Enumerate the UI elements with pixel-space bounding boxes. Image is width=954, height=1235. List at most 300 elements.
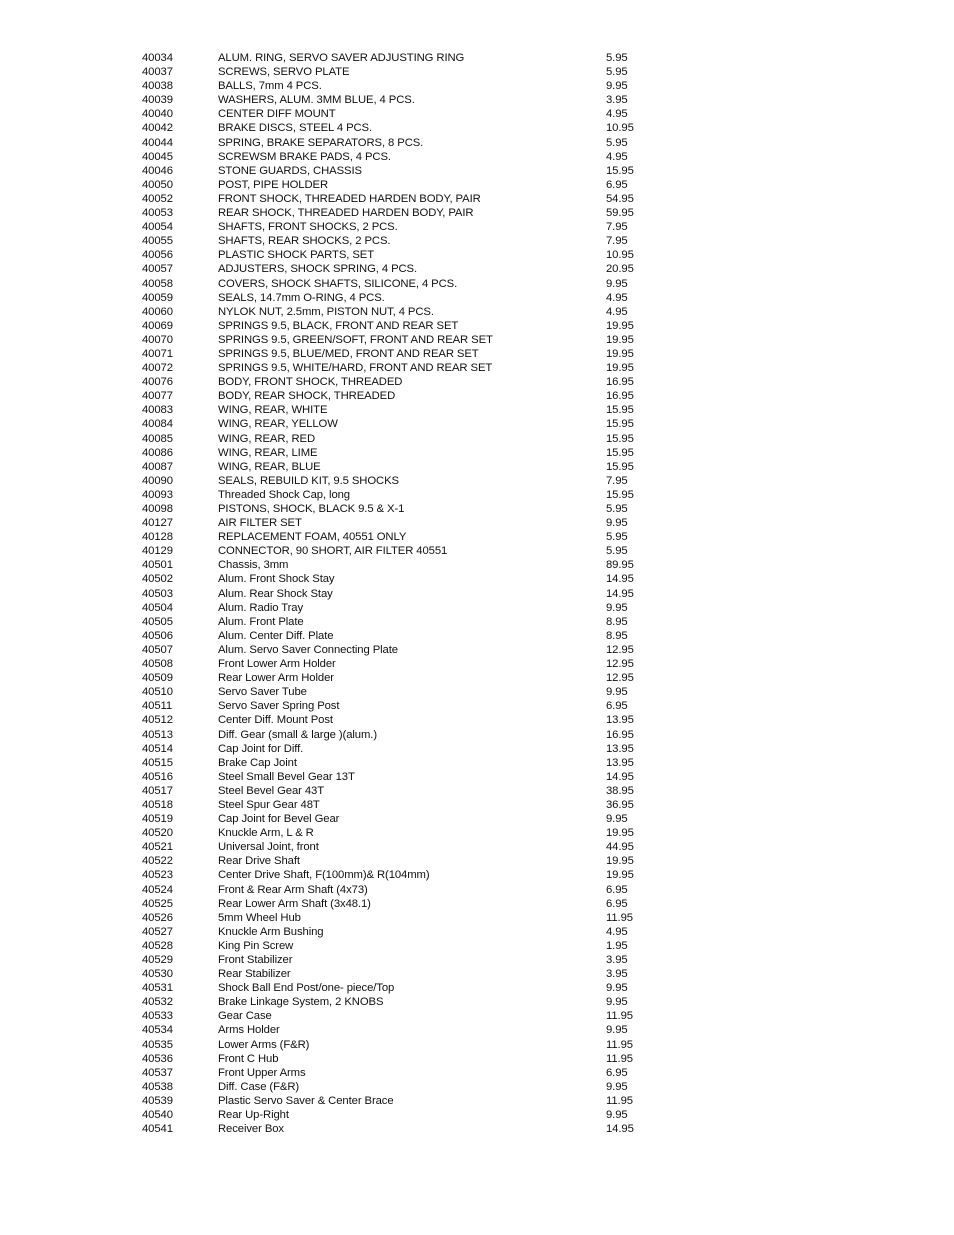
part-description: King Pin Screw	[218, 939, 294, 952]
part-price: 15.95	[606, 404, 634, 417]
part-description: Chassis, 3mm	[218, 559, 289, 572]
part-price: 44.95	[606, 841, 634, 854]
list-item	[142, 685, 662, 699]
list-item	[142, 1080, 662, 1094]
part-number: 40524	[142, 883, 173, 896]
part-price: 54.95	[606, 192, 634, 205]
part-description: BODY, FRONT SHOCK, THREADED	[218, 376, 403, 389]
part-number: 40512	[142, 714, 173, 727]
list-item	[142, 1038, 662, 1052]
part-price: 4.95	[606, 150, 628, 163]
part-description: Rear Stabilizer	[218, 968, 291, 981]
part-price: 6.95	[606, 700, 628, 713]
list-item	[142, 178, 662, 192]
list-item	[142, 121, 662, 135]
part-price: 15.95	[606, 432, 634, 445]
part-price: 13.95	[606, 714, 634, 727]
part-price: 3.95	[606, 954, 628, 966]
part-number: 40071	[142, 347, 173, 360]
part-number: 40052	[142, 192, 173, 205]
part-price: 4.95	[606, 291, 628, 304]
part-description: Diff. Gear (small & large )(alum.)	[218, 728, 377, 741]
part-description: Front Stabilizer	[218, 954, 293, 966]
part-number: 40510	[142, 686, 173, 699]
list-item	[142, 305, 662, 319]
part-price: 9.95	[606, 1080, 628, 1093]
part-number: 40083	[142, 404, 173, 417]
part-price: 6.95	[606, 897, 628, 910]
list-item	[142, 375, 662, 389]
part-number: 40040	[142, 108, 173, 121]
part-description: Universal Joint, front	[218, 841, 319, 854]
parts-price-list	[142, 51, 662, 1136]
list-item	[142, 164, 662, 178]
part-price: 15.95	[606, 460, 634, 473]
part-price: 19.95	[606, 319, 634, 332]
list-item	[142, 854, 662, 868]
part-price: 59.95	[606, 207, 634, 220]
list-item	[142, 798, 662, 812]
part-number: 40513	[142, 728, 173, 741]
part-description: Threaded Shock Cap, long	[218, 488, 350, 501]
list-item	[142, 291, 662, 305]
part-number: 40069	[142, 319, 173, 332]
part-description: FRONT SHOCK, THREADED HARDEN BODY, PAIR	[218, 192, 481, 205]
part-number: 40541	[142, 1123, 173, 1136]
part-number: 40056	[142, 249, 173, 262]
part-description: 5mm Wheel Hub	[218, 911, 301, 924]
part-number: 40532	[142, 996, 173, 1009]
part-description: POST, PIPE HOLDER	[218, 178, 329, 191]
part-price: 6.95	[606, 178, 628, 191]
part-number: 40508	[142, 658, 173, 671]
list-item	[142, 925, 662, 939]
part-number: 40072	[142, 362, 173, 375]
part-description: Plastic Servo Saver & Center Brace	[218, 1094, 394, 1107]
part-price: 15.95	[606, 418, 634, 431]
part-number: 40127	[142, 517, 173, 530]
part-description: STONE GUARDS, CHASSIS	[218, 164, 362, 177]
part-price: 38.95	[606, 784, 634, 797]
part-price: 5.95	[606, 545, 628, 558]
part-price: 10.95	[606, 122, 634, 135]
part-description: Rear Up-Right	[218, 1109, 289, 1122]
part-description: Alum. Radio Tray	[218, 601, 304, 614]
list-item	[142, 826, 662, 840]
part-price: 5.95	[606, 531, 628, 544]
part-description: Servo Saver Spring Post	[218, 700, 340, 713]
part-number: 40511	[142, 700, 173, 713]
list-item	[142, 1052, 662, 1066]
part-price: 9.95	[606, 1109, 628, 1122]
list-item	[142, 713, 662, 727]
list-item	[142, 516, 662, 530]
part-number: 40528	[142, 939, 173, 952]
part-description: SPRINGS 9.5, WHITE/HARD, FRONT AND REAR SET	[218, 362, 493, 375]
part-number: 40054	[142, 221, 173, 234]
list-item	[142, 939, 662, 953]
list-item	[142, 1009, 662, 1023]
part-price: 20.95	[606, 263, 634, 276]
part-description: SEALS, 14.7mm O-RING, 4 PCS.	[218, 291, 385, 304]
part-number: 40506	[142, 629, 173, 642]
part-price: 7.95	[606, 221, 628, 234]
part-number: 40058	[142, 277, 173, 290]
part-description: Front C Hub	[218, 1052, 279, 1065]
part-number: 40045	[142, 150, 173, 163]
part-description: Rear Lower Arm Holder	[218, 672, 334, 685]
part-number: 40509	[142, 672, 173, 685]
part-description: Gear Case	[218, 1010, 272, 1023]
part-price: 3.95	[606, 94, 628, 107]
list-item	[142, 51, 662, 65]
part-price: 11.95	[606, 1038, 633, 1051]
part-number: 40531	[142, 982, 173, 995]
part-number: 40522	[142, 855, 173, 868]
part-price: 8.95	[606, 629, 628, 642]
part-price: 4.95	[606, 925, 628, 938]
list-item	[142, 65, 662, 79]
part-number: 40515	[142, 756, 173, 769]
part-number: 40520	[142, 827, 173, 840]
part-price: 5.95	[606, 503, 628, 515]
list-item	[142, 699, 662, 713]
part-price: 19.95	[606, 347, 634, 360]
part-price: 1.95	[606, 939, 628, 952]
part-description: Cap Joint for Bevel Gear	[218, 813, 340, 826]
part-price: 15.95	[606, 488, 634, 501]
part-description: PISTONS, SHOCK, BLACK 9.5 & X-1	[218, 503, 405, 515]
part-price: 19.95	[606, 827, 634, 840]
part-price: 11.95	[606, 911, 633, 924]
part-number: 40059	[142, 291, 173, 304]
part-price: 15.95	[606, 164, 634, 177]
part-price: 14.95	[606, 770, 634, 783]
part-description: Knuckle Arm, L & R	[218, 827, 314, 840]
list-item	[142, 502, 662, 516]
list-item	[142, 488, 662, 502]
part-price: 3.95	[606, 968, 628, 981]
part-price: 11.95	[606, 1094, 633, 1107]
part-description: SCREWS, SERVO PLATE	[218, 66, 350, 79]
list-item	[142, 967, 662, 981]
list-item	[142, 615, 662, 629]
part-description: Cap Joint for Diff.	[218, 742, 304, 755]
part-number: 40533	[142, 1010, 173, 1023]
part-description: Alum. Servo Saver Connecting Plate	[218, 643, 398, 656]
part-number: 40535	[142, 1038, 173, 1051]
part-price: 16.95	[606, 376, 634, 389]
part-price: 11.95	[606, 1010, 633, 1023]
part-price: 16.95	[606, 728, 634, 741]
part-number: 40057	[142, 263, 173, 276]
part-number: 40538	[142, 1080, 173, 1093]
part-description: CENTER DIFF MOUNT	[218, 108, 336, 121]
part-description: Arms Holder	[218, 1024, 280, 1037]
part-number: 40504	[142, 601, 173, 614]
part-description: WING, REAR, YELLOW	[218, 418, 338, 431]
part-price: 5.95	[606, 66, 628, 79]
part-number: 40540	[142, 1109, 173, 1122]
part-number: 40527	[142, 925, 173, 938]
part-description: BALLS, 7mm 4 PCS.	[218, 80, 322, 93]
part-description: WING, REAR, LIME	[218, 446, 318, 459]
part-description: Alum. Front Plate	[218, 615, 304, 628]
part-description: PLASTIC SHOCK PARTS, SET	[218, 249, 375, 262]
list-item	[142, 657, 662, 671]
part-number: 40517	[142, 784, 173, 797]
part-price: 7.95	[606, 474, 628, 487]
list-item	[142, 1094, 662, 1108]
part-price: 19.95	[606, 855, 634, 868]
part-description: Brake Cap Joint	[218, 756, 297, 769]
part-description: Lower Arms (F&R)	[218, 1038, 310, 1051]
part-price: 89.95	[606, 559, 634, 572]
list-item	[142, 333, 662, 347]
part-description: SEALS, REBUILD KIT, 9.5 SHOCKS	[218, 474, 399, 487]
part-description: Alum. Center Diff. Plate	[218, 629, 334, 642]
part-number: 40526	[142, 911, 173, 924]
part-description: Alum. Front Shock Stay	[218, 573, 335, 586]
part-number: 40077	[142, 390, 173, 403]
list-item	[142, 643, 662, 657]
list-item	[142, 432, 662, 446]
part-number: 40521	[142, 841, 173, 854]
part-price: 12.95	[606, 643, 634, 656]
part-number: 40523	[142, 869, 173, 882]
list-item	[142, 79, 662, 93]
part-price: 11.95	[606, 1052, 633, 1065]
part-description: Rear Drive Shaft	[218, 855, 300, 868]
list-item	[142, 587, 662, 601]
part-number: 40070	[142, 333, 173, 346]
list-item	[142, 319, 662, 333]
part-price: 9.95	[606, 517, 628, 530]
part-number: 40525	[142, 897, 173, 910]
list-item	[142, 911, 662, 925]
list-item	[142, 953, 662, 967]
part-description: SPRINGS 9.5, GREEN/SOFT, FRONT AND REAR SET	[218, 333, 493, 346]
list-item	[142, 601, 662, 615]
list-item	[142, 1023, 662, 1037]
part-number: 40093	[142, 488, 173, 501]
list-item	[142, 544, 662, 558]
list-item	[142, 558, 662, 572]
part-price: 9.95	[606, 80, 628, 93]
part-description: Center Drive Shaft, F(100mm)& R(104mm)	[218, 869, 430, 882]
part-price: 5.95	[606, 52, 628, 64]
part-number: 40503	[142, 587, 173, 600]
part-number: 40502	[142, 573, 173, 586]
list-item	[142, 474, 662, 488]
part-price: 14.95	[606, 1123, 634, 1136]
part-description: Steel Spur Gear 48T	[218, 798, 320, 811]
part-price: 12.95	[606, 672, 634, 685]
part-price: 9.95	[606, 982, 628, 995]
part-description: SCREWSM BRAKE PADS, 4 PCS.	[218, 150, 391, 163]
part-number: 40076	[142, 376, 173, 389]
part-description: SHAFTS, REAR SHOCKS, 2 PCS.	[218, 235, 391, 248]
part-description: COVERS, SHOCK SHAFTS, SILICONE, 4 PCS.	[218, 277, 458, 290]
part-description: Front Upper Arms	[218, 1066, 306, 1079]
list-item	[142, 868, 662, 882]
list-item	[142, 403, 662, 417]
list-item	[142, 93, 662, 107]
part-price: 14.95	[606, 573, 634, 586]
part-price: 9.95	[606, 996, 628, 1009]
part-description: Receiver Box	[218, 1123, 284, 1136]
part-description: Knuckle Arm Bushing	[218, 925, 324, 938]
part-number: 40087	[142, 460, 173, 473]
part-description: WING, REAR, WHITE	[218, 404, 328, 417]
list-item	[142, 460, 662, 474]
part-number: 40086	[142, 446, 173, 459]
list-item	[142, 1066, 662, 1080]
part-description: Center Diff. Mount Post	[218, 714, 333, 727]
list-item	[142, 883, 662, 897]
part-number: 40129	[142, 545, 173, 558]
part-description: SPRINGS 9.5, BLUE/MED, FRONT AND REAR SET	[218, 347, 479, 360]
part-description: Rear Lower Arm Shaft (3x48.1)	[218, 897, 371, 910]
list-item	[142, 812, 662, 826]
list-item	[142, 150, 662, 164]
part-description: SPRING, BRAKE SEPARATORS, 8 PCS.	[218, 136, 424, 149]
list-item	[142, 981, 662, 995]
part-number: 40537	[142, 1066, 173, 1079]
part-description: SHAFTS, FRONT SHOCKS, 2 PCS.	[218, 221, 398, 234]
part-price: 5.95	[606, 136, 628, 149]
part-number: 40098	[142, 503, 173, 515]
list-item	[142, 742, 662, 756]
part-description: Steel Small Bevel Gear 13T	[218, 770, 355, 783]
part-description: REPLACEMENT FOAM, 40551 ONLY	[218, 531, 407, 544]
part-price: 9.95	[606, 277, 628, 290]
part-price: 16.95	[606, 390, 634, 403]
part-number: 40034	[142, 52, 173, 64]
part-price: 36.95	[606, 798, 634, 811]
list-item	[142, 262, 662, 276]
part-description: Alum. Rear Shock Stay	[218, 587, 333, 600]
list-item	[142, 446, 662, 460]
part-price: 4.95	[606, 305, 628, 318]
list-item	[142, 277, 662, 291]
part-number: 40050	[142, 178, 173, 191]
part-number: 40044	[142, 136, 173, 149]
part-number: 40516	[142, 770, 173, 783]
part-price: 9.95	[606, 686, 628, 699]
list-item	[142, 756, 662, 770]
list-item	[142, 995, 662, 1009]
part-description: ALUM. RING, SERVO SAVER ADJUSTING RING	[218, 52, 465, 64]
list-item	[142, 530, 662, 544]
part-number: 40037	[142, 66, 173, 79]
part-description: CONNECTOR, 90 SHORT, AIR FILTER 40551	[218, 545, 448, 558]
part-description: ADJUSTERS, SHOCK SPRING, 4 PCS.	[218, 263, 418, 276]
part-number: 40539	[142, 1094, 173, 1107]
part-description: Shock Ball End Post/one- piece/Top	[218, 982, 395, 995]
part-description: WASHERS, ALUM. 3MM BLUE, 4 PCS.	[218, 94, 415, 107]
part-price: 6.95	[606, 883, 628, 896]
part-price: 9.95	[606, 813, 628, 826]
part-number: 40046	[142, 164, 173, 177]
part-description: SPRINGS 9.5, BLACK, FRONT AND REAR SET	[218, 319, 459, 332]
part-number: 40055	[142, 235, 173, 248]
part-price: 13.95	[606, 756, 634, 769]
list-item	[142, 234, 662, 248]
part-price: 15.95	[606, 446, 634, 459]
list-item	[142, 1122, 662, 1136]
part-description: Front & Rear Arm Shaft (4x73)	[218, 883, 368, 896]
list-item	[142, 107, 662, 121]
part-description: Front Lower Arm Holder	[218, 658, 336, 671]
list-item	[142, 770, 662, 784]
part-description: NYLOK NUT, 2.5mm, PISTON NUT, 4 PCS.	[218, 305, 434, 318]
part-price: 9.95	[606, 1024, 628, 1037]
part-description: BRAKE DISCS, STEEL 4 PCS.	[218, 122, 373, 135]
list-item	[142, 572, 662, 586]
part-number: 40128	[142, 531, 173, 544]
part-price: 8.95	[606, 615, 628, 628]
part-number: 40038	[142, 80, 173, 93]
part-description: WING, REAR, BLUE	[218, 460, 321, 473]
part-number: 40042	[142, 122, 173, 135]
list-item	[142, 784, 662, 798]
part-description: Servo Saver Tube	[218, 686, 307, 699]
part-price: 12.95	[606, 658, 634, 671]
list-item	[142, 1108, 662, 1122]
part-description: Steel Bevel Gear 43T	[218, 784, 325, 797]
part-number: 40519	[142, 813, 173, 826]
list-item	[142, 629, 662, 643]
part-number: 40534	[142, 1024, 173, 1037]
part-number: 40053	[142, 207, 173, 220]
part-number: 40536	[142, 1052, 173, 1065]
list-item	[142, 347, 662, 361]
part-description: Brake Linkage System, 2 KNOBS	[218, 996, 384, 1009]
list-item	[142, 389, 662, 403]
list-item	[142, 897, 662, 911]
part-description: AIR FILTER SET	[218, 517, 302, 530]
part-price: 9.95	[606, 601, 628, 614]
list-item	[142, 206, 662, 220]
part-price: 13.95	[606, 742, 634, 755]
part-description: WING, REAR, RED	[218, 432, 316, 445]
part-price: 14.95	[606, 587, 634, 600]
list-item	[142, 361, 662, 375]
part-description: Diff. Case (F&R)	[218, 1080, 300, 1093]
part-number: 40507	[142, 643, 173, 656]
part-price: 19.95	[606, 869, 634, 882]
part-number: 40085	[142, 432, 173, 445]
part-price: 7.95	[606, 235, 628, 248]
part-number: 40039	[142, 94, 173, 107]
part-number: 40505	[142, 615, 173, 628]
part-price: 19.95	[606, 362, 634, 375]
part-number: 40501	[142, 559, 173, 572]
list-item	[142, 248, 662, 262]
part-number: 40090	[142, 474, 173, 487]
list-item	[142, 417, 662, 431]
part-number: 40518	[142, 798, 173, 811]
part-price: 6.95	[606, 1066, 628, 1079]
part-number: 40084	[142, 418, 173, 431]
list-item	[142, 671, 662, 685]
part-description: BODY, REAR SHOCK, THREADED	[218, 390, 396, 403]
part-price: 4.95	[606, 108, 628, 121]
list-item	[142, 840, 662, 854]
part-number: 40530	[142, 968, 173, 981]
part-number: 40060	[142, 305, 173, 318]
